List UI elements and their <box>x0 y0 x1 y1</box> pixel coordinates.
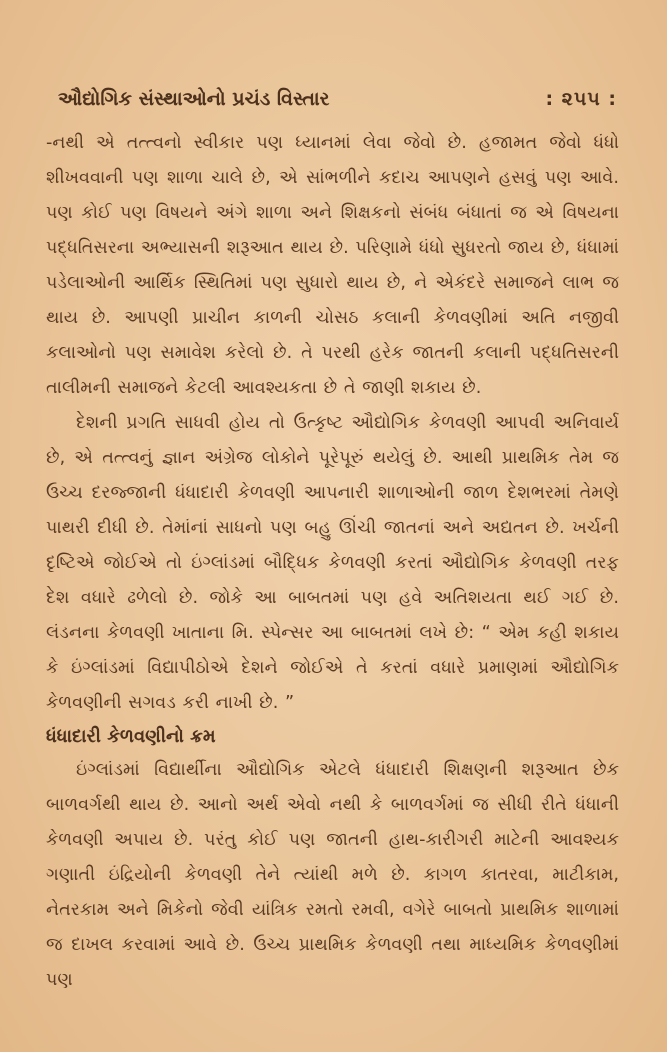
paragraph-3: ઇંગ્લાંડમાં વિદ્યાર્થીના ઔદ્યોગિક એટલે ધંધાદારી શિક્ષણની શરૂઆત છેક બાળવર્ગથી થાય છે. આનો અર્થ એવો નથી કે બાળવર્ગમાં જ સીધી રીતે ધંધાની કેળવણી અપાય છે. પરંતુ કોઈ પણ જાતની હાથ-કારીગરી માટેની આવશ્યક ગણાતી ઇંદ્રિયોની કેળવણી તેને ત્યાંથી મળે છે. કાગળ કાતરવા, માટીકામ, નેતરકામ અને મિકેનો જેવી યાંત્રિક રમતો રમવી, વગેરે બાબતો પ્રાથમિક શાળામાં જ દાખલ કરવામાં આવે છે. ઉચ્ચ પ્રાથમિક કેળવણી તથા માધ્યમિક કેળવણીમાં પણ <box>46 760 619 990</box>
page-number: : ૨૫૫ : <box>545 88 617 110</box>
running-header <box>58 88 619 110</box>
chapter-title: ઔદ્યોગિક સંસ્થાઓનો પ્રચંડ વિસ્તાર <box>58 88 330 110</box>
paragraph-2: દેશની પ્રગતિ સાધવી હોય તો ઉત્કૃષ્ટ ઔદ્યોગિક કેળવણી આપવી અનિવાર્ય છે, એ તત્ત્વનું જ્ઞાન અંગ્રેજ લોકોને પૂરેપૂરું થયેલું છે. આથી પ્રાથમિક તેમ જ ઉચ્ચ દરજ્જાની ધંધાદારી કેળવણી આપનારી શાળાઓની જાળ દેશભરમાં તેમણે પાથરી દીધી છે. તેમાંનાં સાધનો પણ બહુ ઊંચી જાતનાં અને અદ્યતન છે. ખર્ચની દૃષ્ટિએ જોઈએ તો ઇંગ્લાંડમાં બૌદ્ધિક કેળવણી કરતાં ઔદ્યોગિક કેળવણી તરફ દેશ વધારે ઢળેલો છે. જોકે આ બાબતમાં પણ હવે અતિશયતા થઈ ગઈ છે. લંડનના કેળવણી ખાતાના મિ. સ્પેન્સર આ બાબતમાં લખે છે: “ એમ કહી શકાય કે ઇંગ્લાંડમાં વિદ્યાપીઠોએ દેશને જોઈએ તે કરતાં વધારે પ્રમાણમાં ઔદ્યોગિક કેળવણીની સગવડ કરી નાખી છે. ” <box>46 413 619 713</box>
section-heading: ધંધાદારી કેળવણીનો ક્રમ <box>46 726 216 747</box>
paragraph-1: -નથી એ તત્ત્વનો સ્વીકાર પણ ધ્યાનમાં લેવા જેવો છે. હજામત જેવો ધંધો શીખવવાની પણ શાળા ચાલે છે, એ સાંભળીને કદાચ આપણને હસવું પણ આવે. પણ કોઈ પણ વિષયને અંગે શાળા અને શિક્ષકનો સંબંધ બંધાતાં જ એ વિષયના પદ્ધતિસરના અભ્યાસની શરૂઆત થાય છે. પરિણામે ધંધો સુધરતો જાય છે, ધંધામાં પડેલાઓની આર્થિક સ્થિતિમાં પણ સુધારો થાય છે, ને એકંદરે સમાજને લાભ જ થાય છે. આપણી પ્રાચીન કાળની ચોસઠ કલાની કેળવણીમાં અતિ નજીવી કલાઓનો પણ સમાવેશ કરેલો છે. તે પરથી હરેક જાતની કલાની પદ્ધતિસરની તાલીમની સમાજને કેટલી આવશ્યકતા છે તે જાણી શકાય છે. <box>46 133 619 398</box>
